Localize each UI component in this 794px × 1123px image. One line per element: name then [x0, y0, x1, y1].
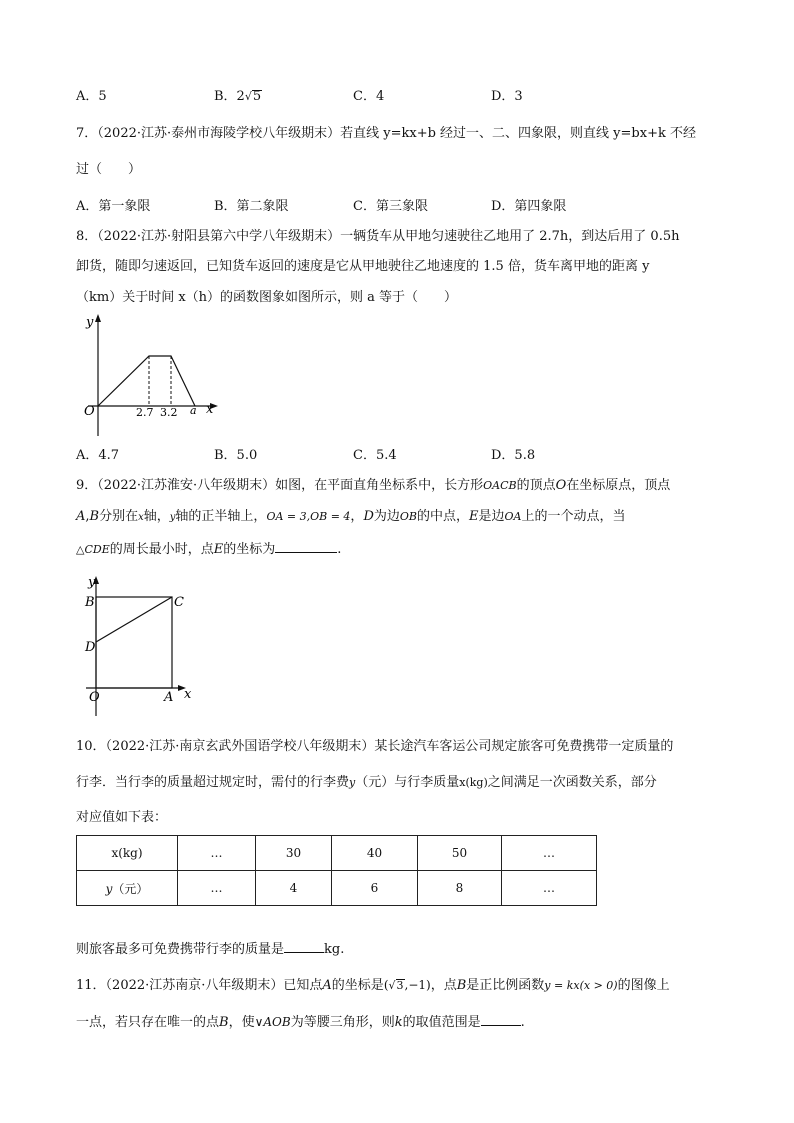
q10-cell-y-head: [77, 871, 178, 906]
q11-text-2g: 的取值范围是: [402, 1015, 481, 1030]
q11-text-2c: ，使: [228, 1015, 255, 1030]
q9-text-2h: 轴的正半轴上，: [175, 509, 267, 524]
q9-segment-dc: [96, 597, 172, 642]
q8-line2: 卸货，随即匀速返回，已知货车返回的速度是它从甲地驶往乙地速度的 1.5 倍，货车离甲地的距离 y: [76, 259, 650, 274]
q10-line3: 对应值如下表：: [76, 810, 168, 825]
q9-triangle: △CDE: [76, 543, 110, 556]
q9-text-3b: 的周长最小时，点: [109, 542, 214, 557]
q9-side-ob: OB: [399, 510, 417, 523]
q9-side-oa: OA: [504, 510, 522, 523]
q10-cell-x-head: x(kg): [77, 836, 178, 871]
q9-text-1a: 9．（2022·江苏淮安·八年级期末）如图，在平面直角坐标系中，长方形: [76, 478, 484, 493]
q11-coord-root: 3: [396, 979, 404, 992]
q8-tick-a: a: [190, 404, 197, 417]
q8-graph-line: [98, 356, 195, 406]
q9-text-2f: 轴，: [143, 509, 170, 524]
q9-rectangle: [96, 597, 172, 688]
q8-x-label: x: [206, 402, 214, 417]
q9-text-2j: ，: [350, 509, 364, 524]
q9-rect-name: OACB: [483, 479, 517, 492]
q9-text-2n: 的中点，: [417, 509, 470, 524]
q8-tick-2-7: 2.7: [136, 406, 154, 419]
q8-y-arrow: [95, 314, 101, 322]
q7-line1: 7．（2022·江苏·泰州市海陵学校八年级期末）若直线 y=kx+b 经过一、二、四象限，则直线 y=bx+k 不经: [76, 126, 696, 141]
q11-text-1a: 11．（2022·江苏南京·八年级期末）已知点: [76, 978, 323, 993]
q10-y-head-unit: （元）: [112, 881, 149, 896]
q10-answer-blank[interactable]: [284, 940, 324, 953]
q9-lengths: OA = 3,OB = 4: [266, 510, 351, 523]
q11-period: .: [520, 1015, 525, 1030]
q11-point-b-2: B: [219, 1015, 229, 1030]
q9-graph: [82, 570, 202, 722]
q10-cell: 40: [332, 836, 418, 871]
q9-point-e: E: [469, 509, 479, 524]
q9-line2: [76, 509, 626, 526]
q11-text-2e: 为等腰三角形，则: [290, 1015, 395, 1030]
q9-point-b: B: [89, 509, 100, 524]
table-row: [77, 836, 597, 871]
q7-option-d: D．第四象限: [491, 199, 567, 214]
q6-option-b-prefix: B．2: [214, 89, 245, 104]
q9-point-o: O: [555, 478, 567, 493]
q10-answer-unit: kg.: [324, 942, 345, 957]
q8-option-d: D．5.8: [491, 448, 536, 463]
q10-text-2a: 行李．当行李的质量超过规定时，需付的行李费: [76, 775, 350, 790]
q6-option-d: D．3: [491, 89, 523, 104]
q9-text-2d: 分别在: [99, 509, 139, 524]
q11-text-1f: 是正比例函数: [466, 978, 545, 993]
q10-cell: 30: [256, 836, 332, 871]
q6-option-c: C．4: [353, 89, 385, 104]
q10-cell: 4: [256, 871, 332, 906]
q11-text-1c: 的坐标是: [331, 978, 384, 993]
q6-option-b: B．2√5: [214, 89, 262, 104]
q8-option-a: A．4.7: [76, 448, 120, 463]
q8-line3: （km）关于时间 x（h）的函数图象如图所示，则 a 等于（ ）: [76, 290, 458, 305]
q9-text-2r: 上的一个动点，当: [521, 509, 626, 524]
q9-comma: ,: [85, 509, 90, 524]
q9-text-2p: 是边: [478, 509, 505, 524]
q9-y-var: y: [169, 512, 176, 523]
q9-text-1e: 在坐标原点，顶点: [566, 478, 671, 493]
table-row: [77, 871, 597, 906]
q11-k-var: k: [394, 1015, 403, 1030]
q9-label-c: C: [174, 595, 184, 610]
q9-line3: [76, 540, 341, 558]
q11-line2: [76, 1013, 525, 1031]
q9-answer-blank[interactable]: [275, 540, 337, 553]
q9-label-a: A: [164, 690, 174, 705]
q11-text-2a: 一点，若只存在唯一的点: [76, 1015, 220, 1030]
q10-table: [76, 835, 597, 906]
q9-point-e-2: E: [213, 542, 224, 557]
q8-origin: O: [84, 404, 95, 419]
q8-y-label: y: [86, 315, 94, 330]
q9-label-d: D: [85, 640, 96, 655]
q8-line1: 8．（2022·江苏·射阳县第六中学八年级期末）一辆货车从甲地匀速驶往乙地用了 2.7h，到达后用了 0.5h: [76, 229, 680, 244]
q7-option-a: A．第一象限: [76, 199, 151, 214]
q11-text-1d: ，点: [430, 978, 457, 993]
q9-text-3d: 的坐标为: [223, 542, 276, 557]
q9-line1: [76, 478, 670, 494]
q8-tick-3-2: 3.2: [160, 406, 178, 419]
q9-x-var: x: [138, 512, 144, 523]
q9-period: .: [337, 542, 342, 557]
q11-line1: 11．（2022·江苏南京·八年级期末）已知点A的坐标是(√3,−1)，点B是正比例函数y = kx(x > 0)的图像上: [76, 978, 670, 993]
q10-cell: 50: [418, 836, 502, 871]
q9-label-b: B: [85, 595, 95, 610]
q10-y-var: y: [349, 776, 356, 789]
q8-graph: [78, 310, 228, 438]
q9-point-d: D: [363, 509, 374, 524]
q11-point-b: B: [456, 978, 467, 993]
q11-answer-blank[interactable]: [481, 1013, 521, 1026]
q10-cell: …: [178, 871, 256, 906]
q10-line1: 10．（2022·江苏·南京玄武外国语学校八年级期末）某长途汽车客运公司规定旅客可免费携带一定质量的: [76, 739, 674, 754]
q11-coord-close: ,−1): [404, 978, 431, 992]
q6-option-a: A．5: [76, 89, 107, 104]
q6-option-b-root: 5: [252, 89, 262, 104]
q10-answer-text: 则旅客最多可免费携带行李的质量是: [76, 942, 285, 957]
q7-option-b: B．第二象限: [214, 199, 289, 214]
q10-cell: …: [502, 871, 597, 906]
q7-option-c: C．第三象限: [353, 199, 428, 214]
q11-point-a: A: [322, 978, 332, 993]
q9-label-o: O: [89, 690, 100, 705]
q8-option-c: C．5.4: [353, 448, 397, 463]
q10-cell: 6: [332, 871, 418, 906]
q9-text-2l: 为边: [373, 509, 400, 524]
q7-line2: 过（ ）: [76, 162, 142, 177]
q10-x-kg: x(kg): [459, 776, 488, 789]
q8-option-b: B．5.0: [214, 448, 258, 463]
q11-text-1h: 的图像上: [617, 978, 670, 993]
q11-function: y = kx(x > 0): [544, 979, 618, 992]
q10-cell: …: [178, 836, 256, 871]
q11-triangle: ∨AOB: [254, 1015, 291, 1029]
q10-y-head-var: y: [105, 881, 113, 896]
q10-text-2e: 之间满足一次函数关系，部分: [487, 775, 657, 790]
q10-text-2c: （元）与行李质量: [355, 775, 460, 790]
q9-x-label: x: [184, 687, 192, 702]
q10-cell: 8: [418, 871, 502, 906]
q11-coord-open: (: [383, 978, 389, 992]
q10-line2: [76, 775, 657, 791]
q9-text-1c: 的顶点: [516, 478, 556, 493]
q10-answer-line: [76, 940, 344, 958]
q10-cell: …: [502, 836, 597, 871]
q9-y-label: y: [88, 575, 96, 590]
q9-point-a: A: [76, 509, 86, 524]
